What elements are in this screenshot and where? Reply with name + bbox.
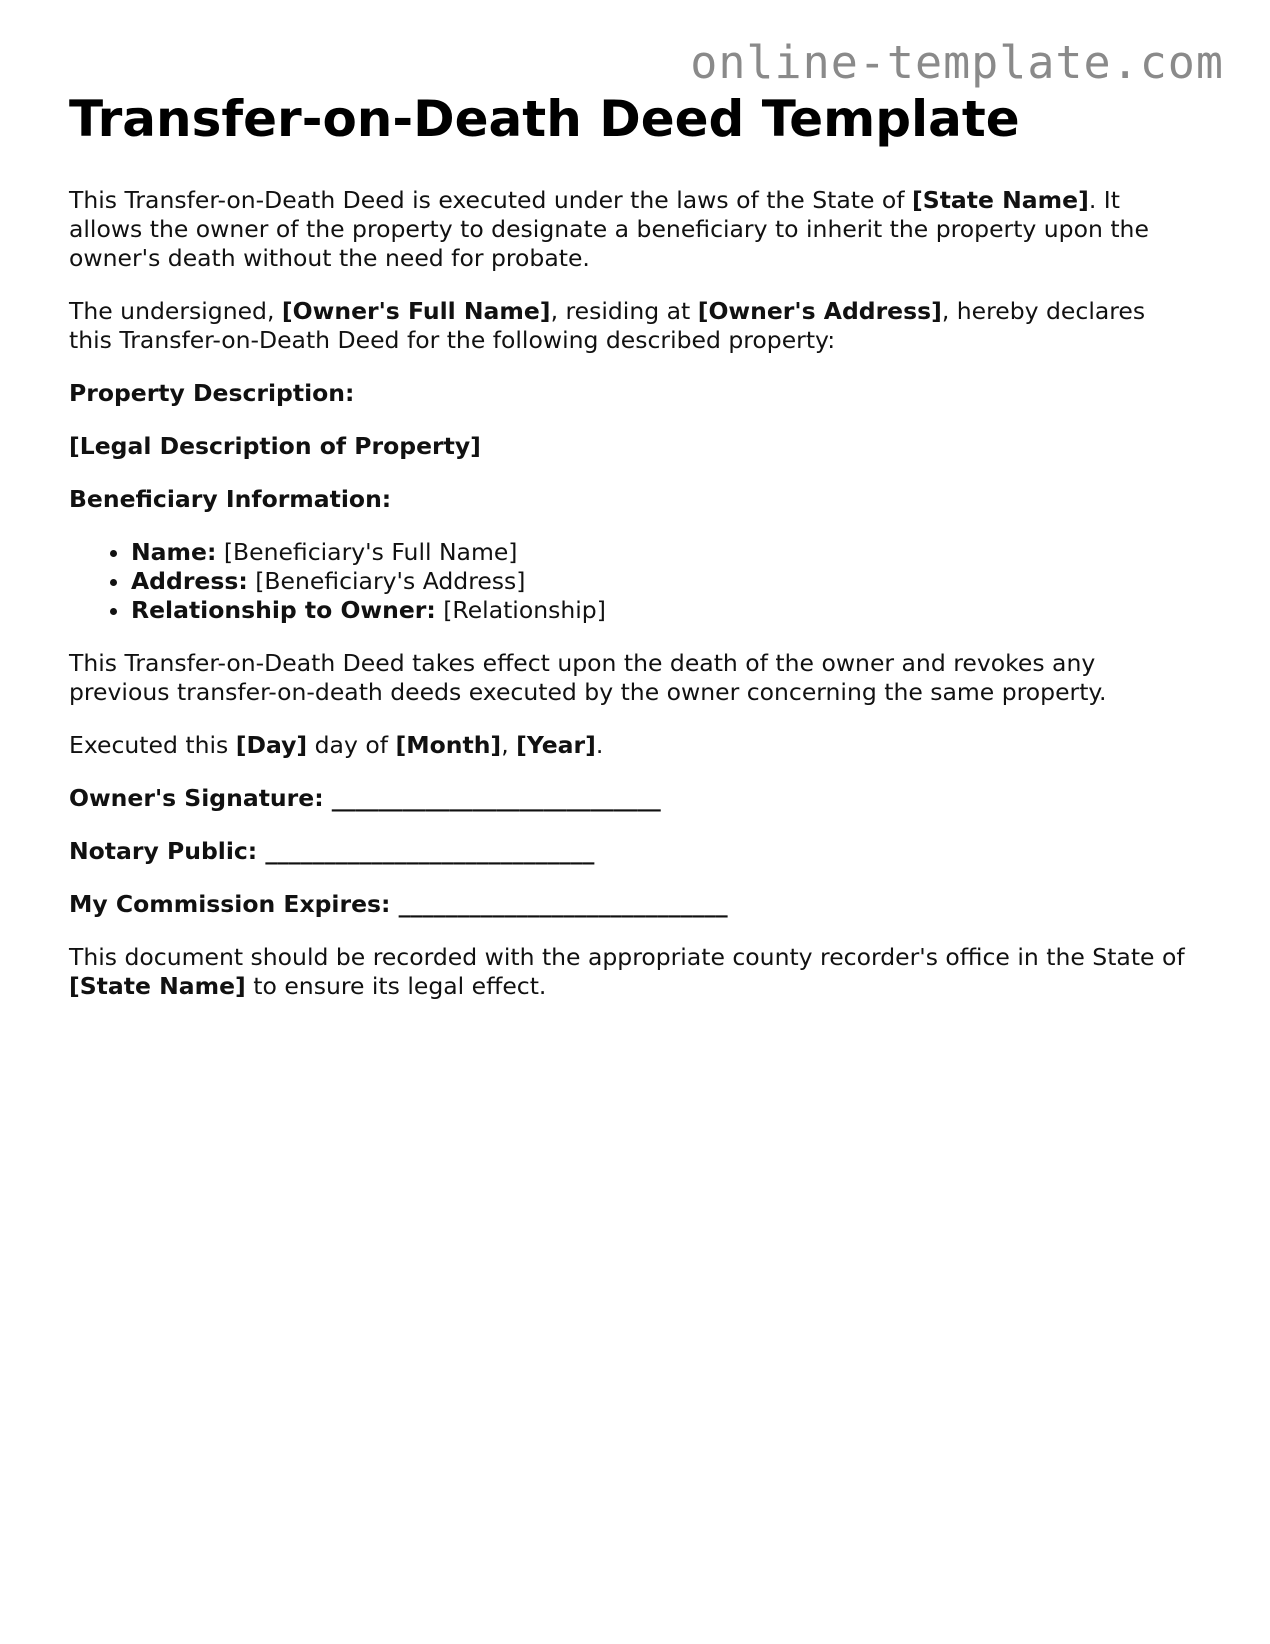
day-placeholder: [Day] <box>235 731 308 759</box>
closing-paragraph <box>69 943 1189 1001</box>
property-heading <box>69 379 1189 408</box>
beneficiary-heading-text: Beneficiary Information: <box>69 485 392 513</box>
beneficiary-list <box>69 538 1189 625</box>
closing-state-placeholder: [State Name] <box>69 972 246 1000</box>
executed-text-4: . <box>595 731 604 759</box>
notary-public-text: Notary Public: ____________________________ <box>69 837 595 865</box>
beneficiary-address-value: [Beneficiary's Address] <box>247 567 526 595</box>
executed-text-2: day of <box>307 731 396 759</box>
owner-address-placeholder: [Owner's Address] <box>697 297 942 325</box>
commission-expires-line <box>69 890 1189 919</box>
list-item <box>131 538 1189 567</box>
owner-signature-line <box>69 784 1189 813</box>
beneficiary-address-label: Address: <box>131 567 248 595</box>
list-item <box>131 567 1189 596</box>
list-item <box>131 596 1189 625</box>
beneficiary-name-label: Name: <box>131 538 217 566</box>
watermark: online-template.com <box>690 36 1224 89</box>
property-legal-text: [Legal Description of Property] <box>69 432 481 460</box>
commission-expires-text: My Commission Expires: ____________________________ <box>69 890 728 918</box>
declaration-paragraph <box>69 297 1189 355</box>
state-name-placeholder: [State Name] <box>912 186 1089 214</box>
document-page <box>69 88 1189 1025</box>
executed-text-3: , <box>501 731 517 759</box>
intro-text-2: . It allows the owner of the property to designate a beneficiary to inherit the property upon the owner's death without the need for probate. <box>69 186 1149 272</box>
closing-text-1: This document should be recorded with the appropriate county recorder's office in the State of <box>69 943 1185 971</box>
intro-text-1: This Transfer-on-Death Deed is executed under the laws of the State of <box>69 186 913 214</box>
executed-paragraph <box>69 731 1189 760</box>
beneficiary-relationship-label: Relationship to Owner: <box>131 596 436 624</box>
document-title: Transfer-on-Death Deed Template <box>69 90 1020 148</box>
effect-paragraph: This Transfer-on-Death Deed takes effect upon the death of the owner and revokes any previous transfer-on-death deeds executed by the owner concerning the same property. <box>69 649 1107 706</box>
intro-paragraph <box>69 186 1189 273</box>
beneficiary-name-value: [Beneficiary's Full Name] <box>216 538 518 566</box>
executed-text-1: Executed this <box>69 731 236 759</box>
owner-signature-text: Owner's Signature: ____________________________ <box>69 784 661 812</box>
declaration-text-3: , hereby declares this Transfer-on-Death Deed for the following described property: <box>69 297 1146 354</box>
property-heading-text: Property Description: <box>69 379 355 407</box>
beneficiary-relationship-value: [Relationship] <box>435 596 606 624</box>
declaration-text-1: The undersigned, <box>69 297 282 325</box>
year-placeholder: [Year] <box>516 731 596 759</box>
notary-public-line <box>69 837 1189 866</box>
owner-name-placeholder: [Owner's Full Name] <box>281 297 551 325</box>
month-placeholder: [Month] <box>395 731 502 759</box>
property-legal-description <box>69 432 1189 461</box>
declaration-text-2: , residing at <box>550 297 698 325</box>
beneficiary-heading <box>69 485 1189 514</box>
closing-text-2: to ensure its legal effect. <box>245 972 547 1000</box>
